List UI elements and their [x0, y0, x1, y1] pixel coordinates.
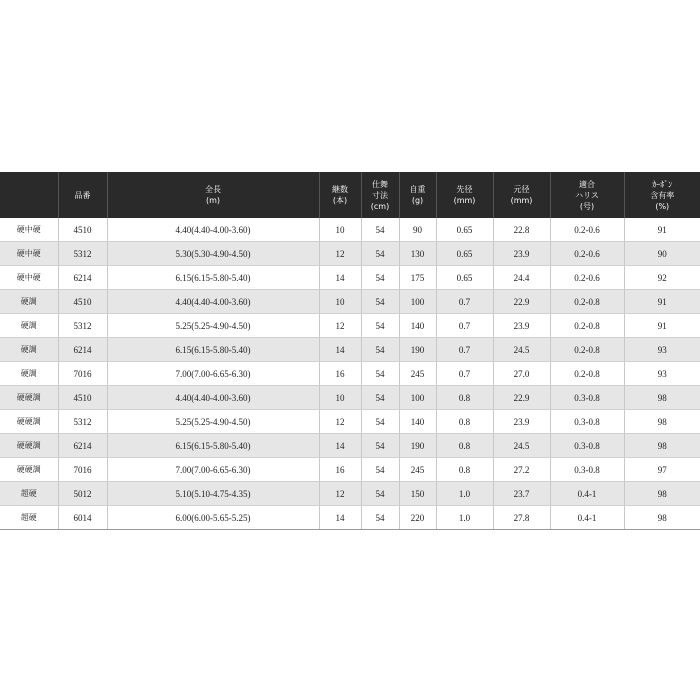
cell-closed-length: 54	[361, 218, 399, 242]
cell-weight: 220	[399, 506, 436, 530]
cell-butt-diameter: 23.9	[493, 410, 550, 434]
header-tip-diameter	[436, 172, 493, 218]
cell-carbon-content: 91	[624, 290, 700, 314]
header-line: (mm)	[510, 196, 533, 205]
table-row	[0, 506, 700, 530]
cell-grade: 超硬	[0, 482, 58, 506]
cell-weight: 140	[399, 314, 436, 338]
cell-sections: 14	[319, 434, 361, 458]
header-line-range	[550, 172, 624, 218]
cell-weight: 190	[399, 434, 436, 458]
cell-tip-diameter: 0.8	[436, 458, 493, 482]
header-line: (mm)	[453, 196, 476, 205]
cell-model-no: 6214	[58, 434, 107, 458]
header-weight	[399, 172, 436, 218]
cell-model-no: 5312	[58, 314, 107, 338]
cell-carbon-content: 98	[624, 410, 700, 434]
cell-butt-diameter: 23.9	[493, 314, 550, 338]
cell-total-length: 4.40(4.40-4.00-3.60)	[107, 386, 319, 410]
header-line: ハリス	[575, 190, 599, 200]
cell-grade: 超硬	[0, 506, 58, 530]
header-line: ｶｰﾎﾞﾝ	[652, 179, 673, 189]
cell-closed-length: 54	[361, 458, 399, 482]
cell-carbon-content: 92	[624, 266, 700, 290]
cell-line-range: 0.4-1	[550, 482, 624, 506]
cell-line-range: 0.2-0.8	[550, 338, 624, 362]
cell-grade: 硬硬調	[0, 410, 58, 434]
cell-weight: 100	[399, 386, 436, 410]
header-carbon-content	[624, 172, 700, 218]
cell-total-length: 5.30(5.30-4.90-4.50)	[107, 242, 319, 266]
cell-model-no: 5012	[58, 482, 107, 506]
cell-closed-length: 54	[361, 290, 399, 314]
cell-tip-diameter: 0.7	[436, 362, 493, 386]
cell-carbon-content: 93	[624, 338, 700, 362]
header-line: 含有率	[650, 190, 675, 200]
header-line: 元径	[513, 185, 530, 194]
table-row	[0, 266, 700, 290]
table-row	[0, 314, 700, 338]
header-line: (cm)	[370, 201, 390, 211]
table-row	[0, 242, 700, 266]
cell-line-range: 0.3-0.8	[550, 410, 624, 434]
cell-closed-length: 54	[361, 386, 399, 410]
cell-tip-diameter: 0.8	[436, 386, 493, 410]
header-closed-length	[361, 172, 399, 218]
cell-butt-diameter: 27.2	[493, 458, 550, 482]
cell-butt-diameter: 22.9	[493, 290, 550, 314]
cell-carbon-content: 98	[624, 434, 700, 458]
cell-weight: 140	[399, 410, 436, 434]
cell-line-range: 0.2-0.6	[550, 266, 624, 290]
cell-total-length: 5.10(5.10-4.75-4.35)	[107, 482, 319, 506]
cell-total-length: 5.25(5.25-4.90-4.50)	[107, 410, 319, 434]
cell-weight: 90	[399, 218, 436, 242]
cell-carbon-content: 91	[624, 218, 700, 242]
table-row	[0, 410, 700, 434]
cell-model-no: 4510	[58, 218, 107, 242]
cell-weight: 130	[399, 242, 436, 266]
cell-butt-diameter: 23.7	[493, 482, 550, 506]
header-model-no	[58, 172, 107, 218]
cell-line-range: 0.3-0.8	[550, 386, 624, 410]
cell-sections: 14	[319, 338, 361, 362]
header-line: 適合	[579, 179, 595, 189]
cell-butt-diameter: 22.9	[493, 386, 550, 410]
cell-model-no: 7016	[58, 458, 107, 482]
cell-sections: 16	[319, 458, 361, 482]
cell-closed-length: 54	[361, 506, 399, 530]
cell-closed-length: 54	[361, 266, 399, 290]
cell-line-range: 0.2-0.8	[550, 314, 624, 338]
cell-total-length: 5.25(5.25-4.90-4.50)	[107, 314, 319, 338]
cell-closed-length: 54	[361, 410, 399, 434]
cell-line-range: 0.2-0.8	[550, 290, 624, 314]
cell-butt-diameter: 23.9	[493, 242, 550, 266]
cell-tip-diameter: 1.0	[436, 482, 493, 506]
header-row	[0, 172, 700, 218]
cell-model-no: 4510	[58, 290, 107, 314]
cell-weight: 100	[399, 290, 436, 314]
cell-butt-diameter: 22.8	[493, 218, 550, 242]
header-line: (m)	[205, 196, 221, 205]
cell-tip-diameter: 0.65	[436, 218, 493, 242]
cell-carbon-content: 90	[624, 242, 700, 266]
cell-model-no: 5312	[58, 242, 107, 266]
cell-grade: 硬調	[0, 314, 58, 338]
cell-carbon-content: 91	[624, 314, 700, 338]
cell-tip-diameter: 0.8	[436, 410, 493, 434]
cell-model-no: 6214	[58, 338, 107, 362]
cell-total-length: 4.40(4.40-4.00-3.60)	[107, 290, 319, 314]
spec-table	[0, 172, 700, 530]
header-line: 自重	[409, 185, 426, 194]
cell-line-range: 0.4-1	[550, 506, 624, 530]
table-row	[0, 458, 700, 482]
cell-butt-diameter: 24.5	[493, 338, 550, 362]
header-line: (号)	[579, 201, 595, 211]
cell-grade: 硬中硬	[0, 266, 58, 290]
cell-total-length: 6.15(6.15-5.80-5.40)	[107, 434, 319, 458]
cell-total-length: 4.40(4.40-4.00-3.60)	[107, 218, 319, 242]
cell-carbon-content: 98	[624, 482, 700, 506]
cell-tip-diameter: 0.7	[436, 314, 493, 338]
cell-grade: 硬硬調	[0, 434, 58, 458]
cell-grade: 硬硬調	[0, 458, 58, 482]
header-line: (%)	[655, 201, 670, 211]
header-line: (g)	[411, 196, 424, 205]
cell-sections: 10	[319, 386, 361, 410]
cell-weight: 175	[399, 266, 436, 290]
cell-butt-diameter: 27.0	[493, 362, 550, 386]
cell-carbon-content: 98	[624, 506, 700, 530]
table-body	[0, 218, 700, 530]
cell-closed-length: 54	[361, 362, 399, 386]
cell-carbon-content: 98	[624, 386, 700, 410]
cell-line-range: 0.3-0.8	[550, 458, 624, 482]
table-row	[0, 218, 700, 242]
cell-line-range: 0.2-0.6	[550, 218, 624, 242]
header-line: (本)	[332, 196, 348, 205]
cell-line-range: 0.2-0.8	[550, 362, 624, 386]
cell-grade: 硬硬調	[0, 386, 58, 410]
cell-tip-diameter: 0.7	[436, 338, 493, 362]
table-row	[0, 482, 700, 506]
cell-grade: 硬調	[0, 362, 58, 386]
cell-model-no: 6214	[58, 266, 107, 290]
header-line: 全長	[205, 185, 221, 194]
cell-weight: 245	[399, 362, 436, 386]
header-sections	[319, 172, 361, 218]
cell-sections: 14	[319, 266, 361, 290]
cell-closed-length: 54	[361, 434, 399, 458]
table-row	[0, 386, 700, 410]
cell-model-no: 5312	[58, 410, 107, 434]
header-butt-diameter	[493, 172, 550, 218]
cell-tip-diameter: 0.65	[436, 266, 493, 290]
header-line: 寸法	[372, 190, 388, 200]
header-grade	[0, 172, 58, 218]
cell-sections: 12	[319, 482, 361, 506]
cell-sections: 14	[319, 506, 361, 530]
cell-closed-length: 54	[361, 314, 399, 338]
cell-total-length: 6.15(6.15-5.80-5.40)	[107, 266, 319, 290]
cell-model-no: 7016	[58, 362, 107, 386]
cell-closed-length: 54	[361, 242, 399, 266]
cell-grade: 硬調	[0, 338, 58, 362]
cell-sections: 12	[319, 410, 361, 434]
cell-grade: 硬中硬	[0, 242, 58, 266]
cell-tip-diameter: 0.65	[436, 242, 493, 266]
cell-butt-diameter: 24.5	[493, 434, 550, 458]
cell-weight: 150	[399, 482, 436, 506]
table-row	[0, 362, 700, 386]
cell-line-range: 0.2-0.6	[550, 242, 624, 266]
cell-weight: 245	[399, 458, 436, 482]
header-line: 仕舞	[372, 179, 388, 189]
cell-carbon-content: 93	[624, 362, 700, 386]
cell-butt-diameter: 24.4	[493, 266, 550, 290]
cell-sections: 10	[319, 218, 361, 242]
cell-tip-diameter: 1.0	[436, 506, 493, 530]
header-line: 継数	[332, 185, 348, 194]
table-row	[0, 290, 700, 314]
cell-line-range: 0.3-0.8	[550, 434, 624, 458]
cell-grade: 硬中硬	[0, 218, 58, 242]
header-line: 品番	[74, 190, 91, 200]
header-total-length	[107, 172, 319, 218]
header-line: 先径	[456, 185, 473, 194]
cell-total-length: 6.00(6.00-5.65-5.25)	[107, 506, 319, 530]
cell-butt-diameter: 27.8	[493, 506, 550, 530]
cell-grade: 硬調	[0, 290, 58, 314]
cell-model-no: 4510	[58, 386, 107, 410]
cell-carbon-content: 97	[624, 458, 700, 482]
table-row	[0, 434, 700, 458]
cell-model-no: 6014	[58, 506, 107, 530]
cell-sections: 12	[319, 242, 361, 266]
cell-total-length: 6.15(6.15-5.80-5.40)	[107, 338, 319, 362]
cell-closed-length: 54	[361, 338, 399, 362]
cell-sections: 16	[319, 362, 361, 386]
table-row	[0, 338, 700, 362]
cell-total-length: 7.00(7.00-6.65-6.30)	[107, 362, 319, 386]
cell-total-length: 7.00(7.00-6.65-6.30)	[107, 458, 319, 482]
cell-sections: 12	[319, 314, 361, 338]
cell-tip-diameter: 0.7	[436, 290, 493, 314]
cell-closed-length: 54	[361, 482, 399, 506]
cell-sections: 10	[319, 290, 361, 314]
cell-weight: 190	[399, 338, 436, 362]
cell-tip-diameter: 0.8	[436, 434, 493, 458]
